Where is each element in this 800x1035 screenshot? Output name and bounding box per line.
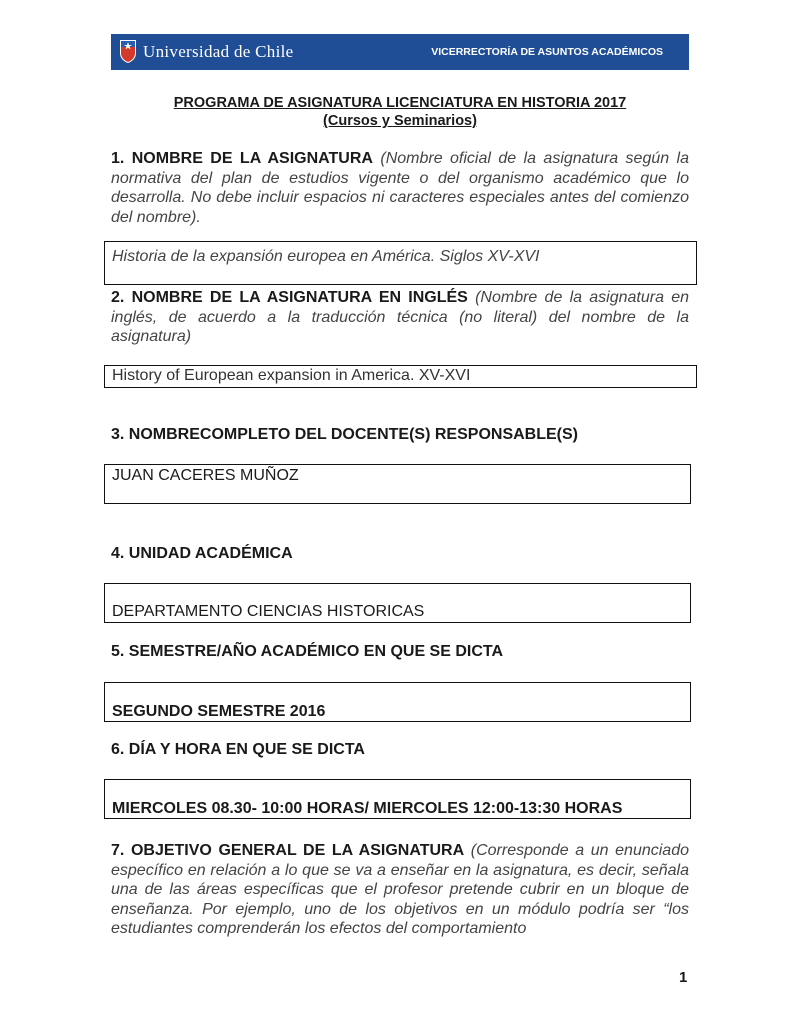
section-1-field: [104, 241, 697, 285]
university-shield-icon: [119, 39, 137, 64]
section-5-field: [104, 682, 691, 722]
section-6-value: MIERCOLES 08.30- 10:00 HORAS/ MIERCOLES 12:00-13:30 HORAS: [112, 800, 623, 817]
section-1-heading: 1. NOMBRE DE LA ASIGNATURA: [111, 150, 373, 167]
section-2-heading: 2. NOMBRE DE LA ASIGNATURA EN INGLÉS: [111, 289, 468, 306]
header-banner: [111, 34, 689, 70]
section-1-text: [111, 149, 689, 227]
page-number: 1: [679, 969, 688, 986]
section-2-text: [111, 288, 689, 347]
section-3-value: JUAN CACERES MUÑOZ: [112, 467, 299, 484]
section-4-value: DEPARTAMENTO CIENCIAS HISTORICAS: [112, 603, 425, 620]
section-5-heading: 5. SEMESTRE/AÑO ACADÉMICO EN QUE SE DICTA: [111, 643, 504, 660]
section-1-value: Historia de la expansión europea en América. Siglos XV-XVI: [112, 248, 540, 265]
vicerrectoria-label: VICERRECTORÍA DE ASUNTOS ACADÉMICOS: [431, 46, 663, 58]
section-2-value: History of European expansion in America. XV-XVI: [112, 367, 471, 384]
section-4-heading: 4. UNIDAD ACADÉMICA: [111, 545, 293, 562]
section-4-field: [104, 583, 691, 623]
section-7-heading: 7. OBJETIVO GENERAL DE LA ASIGNATURA: [111, 842, 465, 859]
section-6-field: [104, 779, 691, 819]
university-name: Universidad de Chile: [143, 42, 294, 61]
section-7-text: [111, 841, 689, 939]
section-7-note: (Corresponde a un enunciado específico en relación a lo que se va a enseñar en la asignatura, es decir, señala una de las áreas específicas que el profesor pretende cubrir en un bloque de enseñanza. Por ejemplo, uno de los objetivos en un módulo podría ser “los estudiantes comprenderán los efectos del comportamiento: [111, 842, 689, 937]
section-3-heading: 3. NOMBRECOMPLETO DEL DOCENTE(S) RESPONSABLE(S): [111, 426, 578, 443]
section-3-field: [104, 464, 691, 504]
document-title: PROGRAMA DE ASIGNATURA LICENCIATURA EN HISTORIA 2017: [173, 95, 627, 111]
section-5-value: SEGUNDO SEMESTRE 2016: [112, 703, 326, 720]
section-6-heading: 6. DÍA Y HORA EN QUE SE DICTA: [111, 741, 365, 758]
section-2-field: [104, 365, 697, 388]
section-2-note: (Nombre de la asignatura en inglés, de acuerdo a la traducción técnica (no literal) del nombre de la asignatura): [111, 289, 689, 345]
section-1-note: (Nombre oficial de la asignatura según la normativa del plan de estudios vigente o del organismo académico que lo desarrolla. No debe incluir espacios ni caracteres especiales antes del comienzo del nombre).: [111, 150, 690, 226]
document-subtitle: (Cursos y Seminarios): [323, 113, 477, 129]
